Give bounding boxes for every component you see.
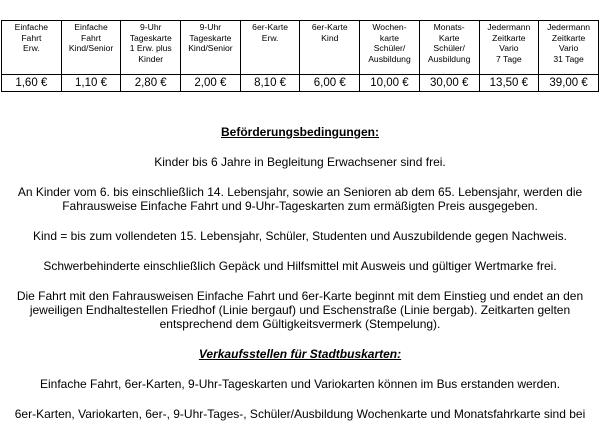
header-cell: Einfache Fahrt Erw. — [2, 21, 62, 75]
conditions-paragraph: Kinder bis 6 Jahre in Begleitung Erwachsener sind frei. — [154, 155, 446, 169]
header-cell: 6er-Karte Kind — [300, 21, 360, 75]
conditions-paragraph: An Kinder vom 6. bis einschließlich 14. Lebensjahr, sowie an Senioren ab dem 65. Lebensjahr, werden die Fahrausweise Einfache Fahrt und 9-Uhr-Tageskarten zum ermäßigten Preis ausgegeben. — [17, 185, 583, 213]
sales-paragraph: 6er-Karten, Variokarten, 6er-, 9-Uhr-Tages-, Schüler/Ausbildung Wochenkarte und Monatsfahrkarte sind bei — [14, 407, 586, 421]
price-cell: 2,80 € — [121, 75, 181, 92]
price-cell: 8,10 € — [240, 75, 300, 92]
header-cell: 6er-Karte Erw. — [240, 21, 300, 75]
header-cell: Wochen- karte Schüler/ Ausbildung — [360, 21, 420, 75]
fare-table-price-row — [2, 75, 599, 92]
conditions-paragraph: Schwerbehinderte einschließlich Gepäck und Hilfsmittel mit Ausweis und gültiger Wertmarke frei. — [43, 259, 557, 273]
sales-paragraph: Einfache Fahrt, 6er-Karten, 9-Uhr-Tageskarten und Variokarten können im Bus erstanden werden. — [39, 377, 561, 391]
conditions-paragraph: Die Fahrt mit den Fahrausweisen Einfache Fahrt und 6er-Karte beginnt mit dem Einstieg und endet an den jeweiligen Endhaltestellen Friedhof (Linie bergauf) und Eschenstraße (Linie bergab). Zeitkarten gelten entsprechend dem Gültigkeitsvermerk (Stempelung). — [16, 289, 584, 331]
header-cell: Monats- Karte Schüler/ Ausbildung — [419, 21, 479, 75]
header-cell: Jedermann Zeitkarte Vario 7 Tage — [479, 21, 539, 75]
price-cell: 1,60 € — [2, 75, 62, 92]
price-cell: 6,00 € — [300, 75, 360, 92]
conditions-paragraph: Kind = bis zum vollendeten 15. Lebensjahr, Schüler, Studenten und Auszubildende gegen Nachweis. — [32, 229, 568, 243]
fare-table — [1, 20, 599, 92]
document-body — [0, 125, 600, 421]
price-cell: 1,10 € — [61, 75, 121, 92]
header-cell: 9-Uhr Tageskarte 1 Erw. plus Kinder — [121, 21, 181, 75]
conditions-title: Beförderungsbedingungen: — [221, 125, 379, 139]
price-cell: 2,00 € — [181, 75, 241, 92]
price-cell: 39,00 € — [539, 75, 599, 92]
header-cell: 9-Uhr Tageskarte Kind/Senior — [181, 21, 241, 75]
sales-title: Verkaufsstellen für Stadtbuskarten: — [198, 347, 402, 361]
fare-table-header-row — [2, 21, 599, 75]
header-cell: Einfache Fahrt Kind/Senior — [61, 21, 121, 75]
price-cell: 10,00 € — [360, 75, 420, 92]
header-cell: Jedermann Zeitkarte Vario 31 Tage — [539, 21, 599, 75]
price-cell: 13,50 € — [479, 75, 539, 92]
price-cell: 30,00 € — [419, 75, 479, 92]
